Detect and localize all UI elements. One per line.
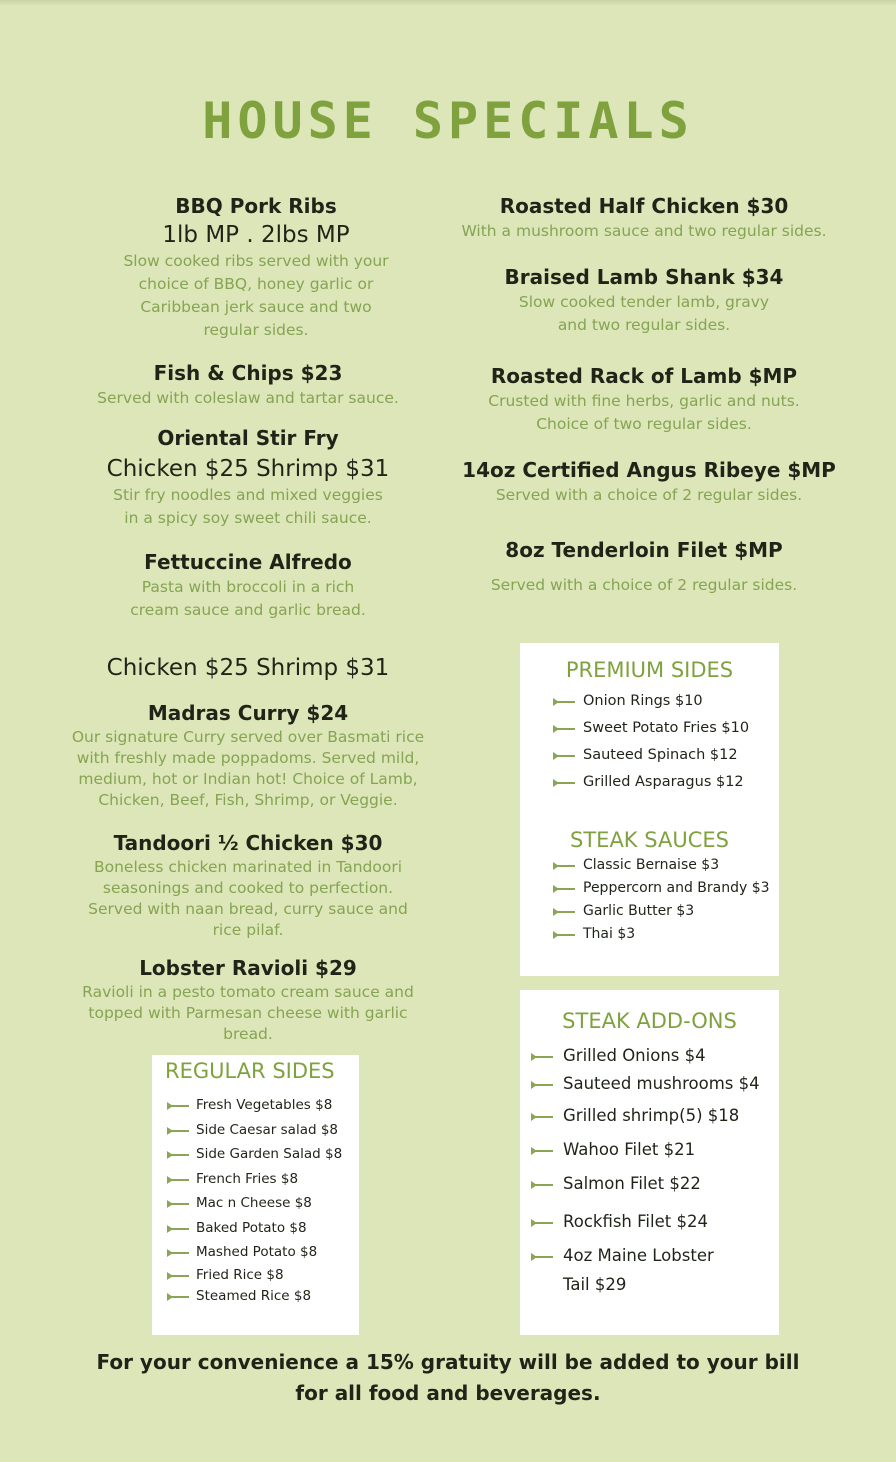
list-item-label: Onion Rings $10 — [583, 693, 703, 709]
arrow-bullet-icon — [531, 1056, 553, 1058]
list-item-continued — [531, 1271, 779, 1299]
list-item — [553, 877, 779, 900]
list-item — [531, 1042, 779, 1070]
list-item-label: Fresh Vegetables $8 — [196, 1097, 333, 1113]
menu-item-rack-of-lamb — [446, 362, 842, 436]
arrow-bullet-icon — [553, 888, 575, 890]
arrow-bullet-icon — [167, 1228, 189, 1230]
arrow-bullet-icon — [553, 782, 575, 784]
menu-item-braised-lamb-shank — [446, 263, 842, 337]
list-item-label: Grilled Asparagus $12 — [583, 774, 744, 790]
list-item — [167, 1265, 359, 1287]
list-item-label: Peppercorn and Brandy $3 — [583, 880, 770, 896]
list-item — [167, 1093, 359, 1118]
arrow-bullet-icon — [531, 1150, 553, 1152]
list-item — [167, 1286, 359, 1308]
list-item — [553, 688, 779, 715]
steak-sauces-title: STEAK SAUCES — [570, 828, 729, 852]
list-item — [167, 1191, 359, 1216]
item-desc: Slow cooked tender lamb, gravy and two regular sides. — [518, 293, 770, 334]
arrow-bullet-icon — [553, 934, 575, 936]
steak-addons-box — [520, 990, 779, 1335]
item-desc: Served with a choice of 2 regular sides. — [490, 576, 798, 594]
item-name: 14oz Certified Angus Ribeye $MP — [462, 458, 836, 482]
menu-item-tenderloin-filet — [446, 536, 842, 597]
item-price-line: Chicken $25 Shrimp $31 — [106, 655, 390, 681]
page-title: HOUSE SPECIALS — [202, 92, 694, 150]
item-desc: Served with coleslaw and tartar sauce. — [97, 389, 399, 407]
steak-addons-title: STEAK ADD-ONS — [562, 1009, 737, 1033]
arrow-bullet-icon — [167, 1179, 189, 1181]
list-item-label: Rockfish Filet $24 — [563, 1212, 708, 1231]
arrow-bullet-icon — [531, 1222, 553, 1224]
list-item — [553, 742, 779, 769]
list-item-label: Grilled shrimp(5) $18 — [563, 1106, 740, 1125]
item-name: Tandoori ½ Chicken $30 — [113, 831, 383, 855]
list-item-label: French Fries $8 — [196, 1170, 299, 1187]
list-item-label: Wahoo Filet $21 — [563, 1140, 696, 1159]
item-desc: Slow cooked ribs served with your choice of BBQ, honey garlic or Caribbean jerk sauce and two regular sides. — [123, 252, 389, 339]
menu-item-bbq-ribs — [86, 192, 426, 342]
item-price-line: Chicken $25 Shrimp $31 — [106, 456, 390, 482]
item-desc: Pasta with broccoli in a rich cream sauce and garlic bread. — [130, 578, 366, 619]
menu-item-fish-chips — [66, 359, 430, 410]
item-desc: Boneless chicken marinated in Tandoori seasonings and cooked to perfection. Served with naan bread, curry sauce and rice pilaf. — [88, 858, 408, 939]
top-shadow-bar — [0, 0, 896, 6]
arrow-bullet-icon — [167, 1296, 189, 1298]
list-item — [553, 769, 779, 796]
regular-sides-box — [152, 1055, 359, 1335]
item-name: 8oz Tenderloin Filet $MP — [505, 538, 783, 562]
arrow-bullet-icon — [167, 1130, 189, 1132]
arrow-bullet-icon — [553, 728, 575, 730]
list-item — [167, 1142, 359, 1167]
item-name: Braised Lamb Shank $34 — [504, 265, 784, 289]
arrow-bullet-icon — [531, 1116, 553, 1118]
list-item-label: 4oz Maine Lobster — [563, 1246, 714, 1265]
list-item — [167, 1118, 359, 1143]
item-desc: Crusted with fine herbs, garlic and nuts. Choice of two regular sides. — [488, 392, 800, 433]
item-name: Fettuccine Alfredo — [144, 550, 352, 574]
list-item — [531, 1170, 779, 1208]
list-item — [553, 854, 779, 877]
list-item-label: Fried Rice $8 — [196, 1266, 284, 1283]
menu-item-tandoori-chicken — [66, 829, 430, 941]
list-item — [553, 900, 779, 923]
arrow-bullet-icon — [167, 1203, 189, 1205]
steak-sauces-list — [520, 854, 779, 946]
list-item-label: Garlic Butter $3 — [583, 903, 695, 919]
item-price-line: 1lb MP . 2lbs MP — [162, 222, 350, 248]
item-desc: Served with a choice of 2 regular sides. — [495, 486, 803, 504]
arrow-bullet-icon — [553, 865, 575, 867]
item-desc: With a mushroom sauce and two regular sides. — [461, 222, 827, 240]
menu-item-fettuccine-alfredo — [66, 548, 430, 622]
item-name: Lobster Ravioli $29 — [139, 956, 357, 980]
gratuity-notice — [0, 1347, 896, 1409]
list-item-label: Sweet Potato Fries $10 — [583, 720, 750, 736]
list-item — [531, 1242, 779, 1271]
list-item — [531, 1136, 779, 1170]
list-item — [531, 1070, 779, 1102]
list-item — [167, 1167, 359, 1192]
list-item-label: Side Garden Salad $8 — [196, 1146, 343, 1162]
item-name: Madras Curry $24 — [147, 701, 349, 725]
steak-addons-list — [520, 1042, 779, 1299]
list-item — [531, 1102, 779, 1136]
item-name: Fish & Chips $23 — [153, 361, 343, 385]
list-item-label: Sauteed mushrooms $4 — [563, 1074, 760, 1093]
list-item-label: Tail $29 — [563, 1275, 627, 1294]
menu-item-lobster-ravioli — [66, 954, 430, 1045]
list-item-label: Sauteed Spinach $12 — [583, 747, 738, 763]
item-desc: Our signature Curry served over Basmati rice with freshly made poppadoms. Served mild, medium, hot or Indian hot! Choice of Lamb, Chicken, Beef, Fish, Shrimp, or Veggie. — [71, 728, 425, 809]
item-desc: Stir fry noodles and mixed veggies in a spicy soy sweet chili sauce. — [113, 486, 383, 527]
list-item-label: Salmon Filet $22 — [563, 1174, 701, 1193]
arrow-bullet-icon — [167, 1275, 189, 1277]
gratuity-line-2: for all food and beverages. — [295, 1381, 601, 1405]
list-item-label: Grilled Onions $4 — [563, 1046, 706, 1065]
list-item-label: Side Caesar salad $8 — [196, 1121, 339, 1138]
menu-item-madras-curry — [56, 699, 440, 811]
arrow-bullet-icon — [531, 1256, 553, 1258]
list-item-label: Mashed Potato $8 — [196, 1244, 318, 1260]
arrow-bullet-icon — [167, 1252, 189, 1254]
gratuity-line-1: For your convenience a 15% gratuity will be added to your bill — [96, 1350, 800, 1374]
list-item — [167, 1240, 359, 1265]
menu-item-ribeye — [446, 456, 852, 507]
arrow-bullet-icon — [167, 1105, 189, 1107]
arrow-bullet-icon — [531, 1184, 553, 1186]
list-item-label: Classic Bernaise $3 — [583, 857, 720, 873]
premium-sides-box — [520, 643, 779, 976]
menu-item-protein-prices — [66, 653, 430, 683]
list-item — [553, 923, 779, 946]
arrow-bullet-icon — [553, 911, 575, 913]
item-name: Oriental Stir Fry — [157, 426, 339, 450]
item-name: Roasted Rack of Lamb $MP — [490, 364, 798, 388]
arrow-bullet-icon — [553, 755, 575, 757]
arrow-bullet-icon — [553, 701, 575, 703]
premium-sides-title: PREMIUM SIDES — [565, 658, 734, 682]
menu-item-oriental-stir-fry — [66, 424, 430, 530]
arrow-bullet-icon — [531, 1084, 553, 1086]
list-item — [553, 715, 779, 742]
list-item — [167, 1216, 359, 1241]
list-item-label: Mac n Cheese $8 — [196, 1195, 312, 1211]
list-item-label: Thai $3 — [583, 926, 636, 942]
regular-sides-title: REGULAR SIDES — [165, 1059, 335, 1083]
menu-item-roasted-half-chicken — [446, 192, 842, 243]
list-item-label: Baked Potato $8 — [196, 1219, 307, 1236]
list-item — [531, 1208, 779, 1242]
premium-sides-list — [520, 688, 779, 796]
item-name: BBQ Pork Ribs — [175, 194, 337, 218]
item-name: Roasted Half Chicken $30 — [499, 194, 789, 218]
list-item-label: Steamed Rice $8 — [196, 1288, 312, 1304]
regular-sides-list — [152, 1093, 359, 1308]
item-desc: Ravioli in a pesto tomato cream sauce and topped with Parmesan cheese with garlic bread. — [82, 983, 414, 1043]
arrow-bullet-icon — [167, 1154, 189, 1156]
